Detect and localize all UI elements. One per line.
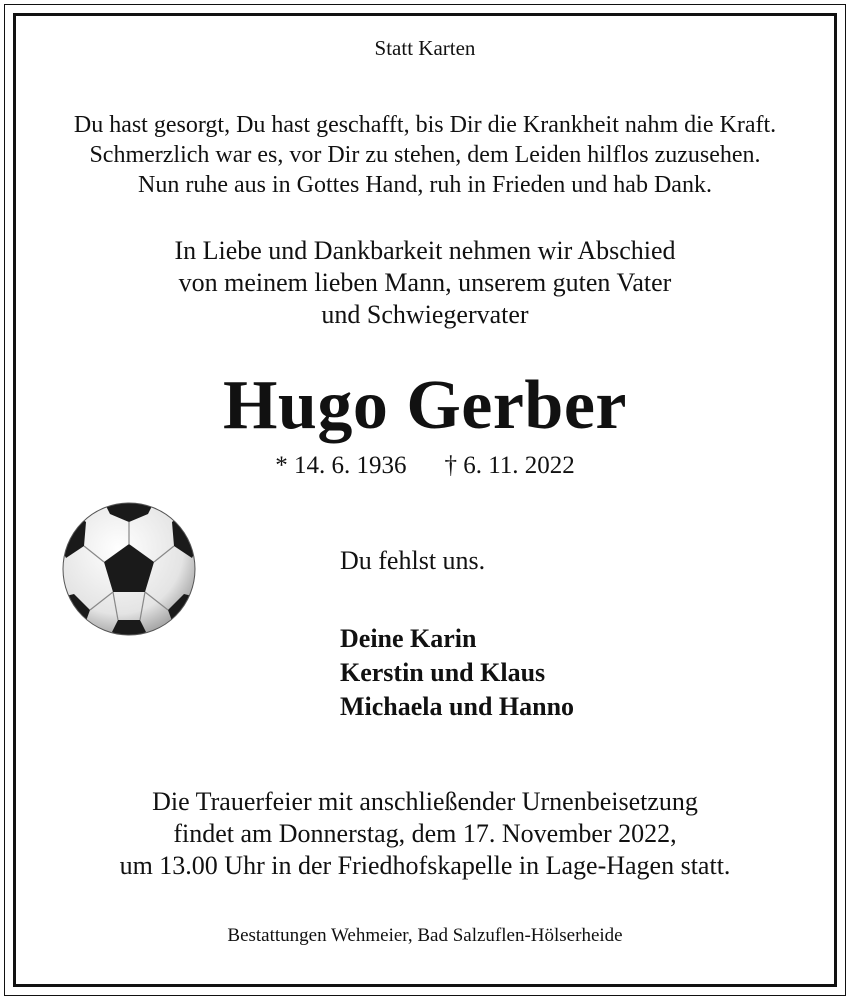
service-line: findet am Donnerstag, dem 17. November 2022, — [173, 819, 677, 848]
deceased-name: Hugo Gerber — [222, 367, 628, 444]
family-member: Deine Karin — [340, 624, 477, 653]
intro-line: In Liebe und Dankbarkeit nehmen wir Abschied — [174, 236, 676, 265]
birth-date: * 14. 6. 1936 — [275, 452, 407, 479]
intro-line: und Schwiegervater — [321, 300, 529, 329]
service-line: um 13.00 Uhr in der Friedhofskapelle in Lage-Hagen statt. — [119, 851, 731, 880]
life-dates — [0, 452, 850, 480]
header-text: Statt Karten — [374, 36, 476, 60]
verse — [0, 110, 850, 200]
death-date: † 6. 11. 2022 — [444, 452, 575, 479]
verse-line: Schmerzlich war es, vor Dir zu stehen, dem Leiden hilflos zuzusehen. — [89, 142, 761, 168]
intro-line: von meinem lieben Mann, unserem guten Vater — [178, 268, 672, 297]
verse-line: Du hast gesorgt, Du hast geschafft, bis Dir die Krankheit nahm die Kraft. — [73, 112, 777, 138]
farewell-message: Du fehlst uns. — [340, 546, 486, 575]
verse-line: Nun ruhe aus in Gottes Hand, ruh in Frieden und hab Dank. — [138, 172, 712, 198]
family-member: Kerstin und Klaus — [340, 658, 546, 687]
family-signatures — [340, 622, 574, 724]
service-details — [0, 786, 850, 882]
soccer-ball-icon — [60, 500, 198, 638]
funeral-home: Bestattungen Wehmeier, Bad Salzuflen-Hölserheide — [227, 925, 623, 946]
service-line: Die Trauerfeier mit anschließender Urnenbeisetzung — [152, 787, 698, 816]
family-member: Michaela und Hanno — [340, 692, 575, 721]
intro-text — [0, 235, 850, 331]
